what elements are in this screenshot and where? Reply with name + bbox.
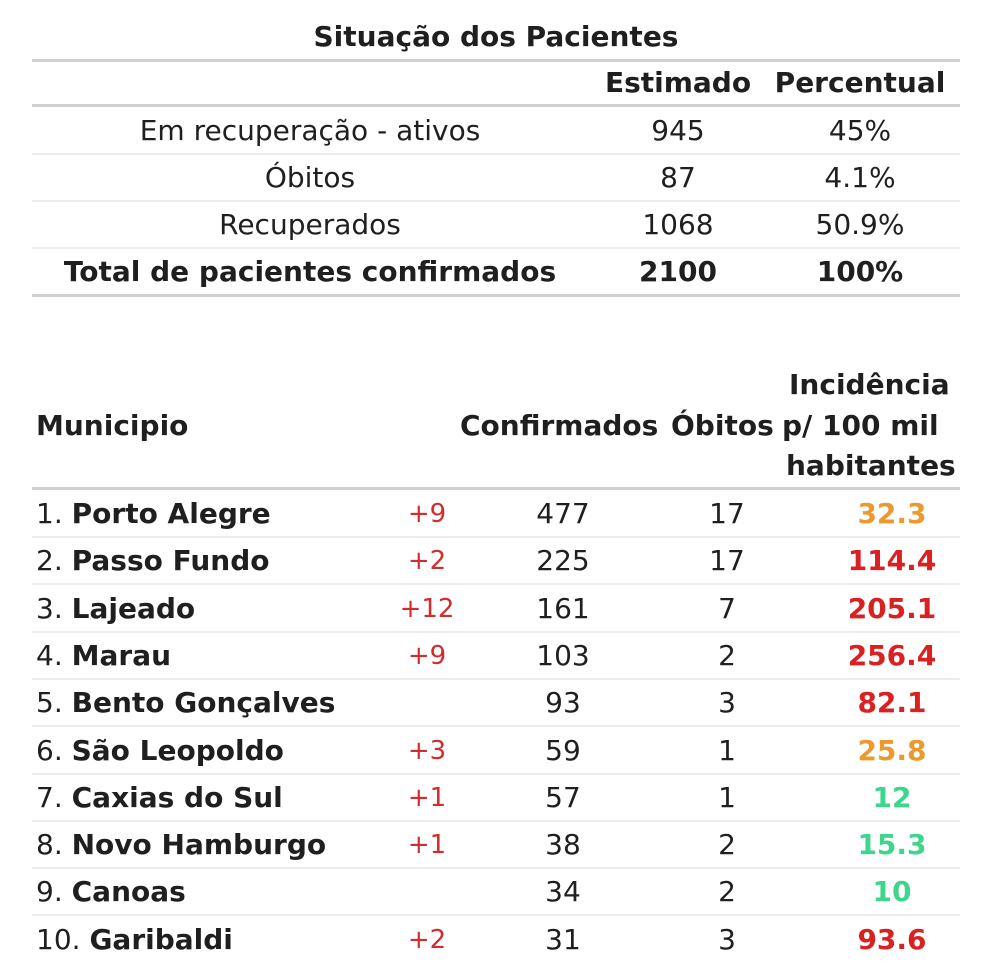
municipio-rank: 5. [36, 686, 63, 720]
table-row [32, 869, 960, 916]
municipio-name-cell [36, 494, 271, 534]
municipio-name-cell [36, 541, 269, 581]
municipio-rank: 1. [36, 497, 63, 530]
municipio-incidencia: 10 [872, 875, 912, 909]
municipio-name-cell [36, 589, 195, 629]
row-label: Recuperados [219, 208, 401, 241]
municipio-delta: +9 [407, 640, 447, 671]
municipio-confirmados: 93 [545, 686, 581, 720]
municipio-obitos: 1 [718, 780, 736, 814]
municipio-confirmados: 477 [536, 497, 590, 530]
table-row [32, 538, 960, 585]
municipio-obitos: 7 [718, 591, 736, 625]
municipio-incidencia: 25.8 [857, 733, 927, 767]
table-row [32, 822, 960, 869]
municipio-delta: +1 [407, 782, 447, 813]
municipio-obitos: 3 [718, 686, 736, 720]
municipio-name-cell [36, 825, 326, 865]
municipio-obitos: 3 [718, 922, 736, 956]
municipio-incidencia: 93.6 [857, 922, 927, 956]
municipio-rank: 3. [36, 591, 63, 625]
municipio-rank: 2. [36, 544, 63, 578]
municipio-obitos: 2 [718, 638, 736, 672]
municipio-rank: 10. [36, 922, 81, 956]
municipio-delta: +3 [407, 735, 447, 766]
column-header-percentual: Percentual [774, 66, 946, 99]
municipio-obitos: 2 [718, 828, 736, 862]
table-row [32, 202, 960, 248]
table-row [32, 728, 960, 775]
municipio-confirmados: 225 [536, 544, 590, 578]
municipio-rank: 6. [36, 733, 63, 767]
municipio-confirmados: 31 [545, 922, 581, 956]
municipio-name: Canoas [71, 875, 186, 909]
municipio-incidencia: 114.4 [847, 544, 937, 578]
municipio-confirmados: 161 [536, 591, 590, 625]
municipio-rank: 8. [36, 828, 63, 862]
table-row [32, 155, 960, 201]
total-row [32, 249, 960, 295]
municipio-rank: 9. [36, 875, 63, 909]
municipio-name: Caxias do Sul [71, 780, 283, 814]
row-percentual: 4.1% [824, 161, 896, 194]
column-header-estimado: Estimado [604, 66, 752, 99]
municipio-name: Novo Hamburgo [71, 828, 327, 862]
municipio-name: Porto Alegre [71, 497, 271, 530]
municipio-name-cell [36, 731, 284, 771]
municipio-rank: 7. [36, 780, 63, 814]
municipio-incidencia: 256.4 [847, 638, 937, 672]
municipio-confirmados: 38 [545, 828, 581, 862]
table-row [32, 586, 960, 633]
table-row [32, 775, 960, 822]
row-estimado: 87 [660, 161, 696, 194]
table-row [32, 917, 960, 964]
column-header-confirmados: Confirmados [460, 409, 659, 442]
situacao-title: Situação dos Pacientes [313, 20, 679, 53]
municipio-confirmados: 57 [545, 780, 581, 814]
column-header-obitos: Óbitos [671, 409, 774, 442]
column-header-incidencia-line1: Incidência [789, 368, 950, 401]
column-header-municipio: Municipio [36, 409, 189, 442]
municipio-delta: +1 [407, 830, 447, 861]
municipio-obitos: 2 [718, 875, 736, 909]
municipio-name: São Leopoldo [71, 733, 284, 767]
municipio-name: Garibaldi [89, 922, 233, 956]
total-percentual: 100% [816, 255, 904, 288]
municipio-delta: +12 [399, 593, 455, 624]
row-estimado: 1068 [642, 208, 714, 241]
total-label: Total de pacientes confirmados [63, 255, 557, 288]
municipio-obitos: 17 [709, 544, 745, 578]
municipio-name-cell [36, 778, 283, 818]
table-bottom-rule [32, 294, 960, 297]
column-header-incidencia-line2: p/ 100 mil [782, 409, 939, 442]
municipio-obitos: 1 [718, 733, 736, 767]
row-percentual: 45% [828, 114, 892, 147]
municipio-incidencia: 32.3 [857, 497, 927, 530]
municipio-rank: 4. [36, 638, 63, 672]
municipio-delta: +2 [407, 546, 447, 577]
municipio-incidencia: 15.3 [857, 828, 927, 862]
row-label: Óbitos [264, 161, 356, 194]
row-estimado: 945 [651, 114, 705, 147]
table-row [32, 633, 960, 680]
municipio-incidencia: 12 [872, 780, 912, 814]
municipio-confirmados: 34 [545, 875, 581, 909]
municipio-obitos: 17 [709, 497, 745, 530]
municipio-name-cell [36, 920, 233, 960]
table-row [32, 491, 960, 538]
column-header-incidencia-line3: habitantes [786, 449, 956, 482]
municipio-name: Bento Gonçalves [71, 686, 336, 720]
table-row [32, 108, 960, 154]
table-row [32, 680, 960, 727]
table-rule [32, 59, 960, 62]
row-label: Em recuperação - ativos [139, 114, 481, 147]
municipio-name: Passo Fundo [71, 544, 270, 578]
municipio-delta: +9 [407, 499, 447, 529]
header-rule [32, 487, 960, 490]
municipio-confirmados: 103 [536, 638, 590, 672]
total-estimado: 2100 [639, 255, 717, 288]
municipio-name-cell [36, 872, 186, 912]
municipio-name: Lajeado [71, 591, 196, 625]
municipio-name-cell [36, 636, 171, 676]
municipio-name-cell [36, 683, 335, 723]
row-percentual: 50.9% [815, 208, 905, 241]
municipio-name: Marau [71, 638, 172, 672]
municipio-delta: +2 [407, 924, 447, 955]
municipio-confirmados: 59 [545, 733, 581, 767]
municipio-incidencia: 205.1 [847, 591, 937, 625]
header-rule [32, 104, 960, 107]
municipio-incidencia: 82.1 [857, 686, 927, 720]
